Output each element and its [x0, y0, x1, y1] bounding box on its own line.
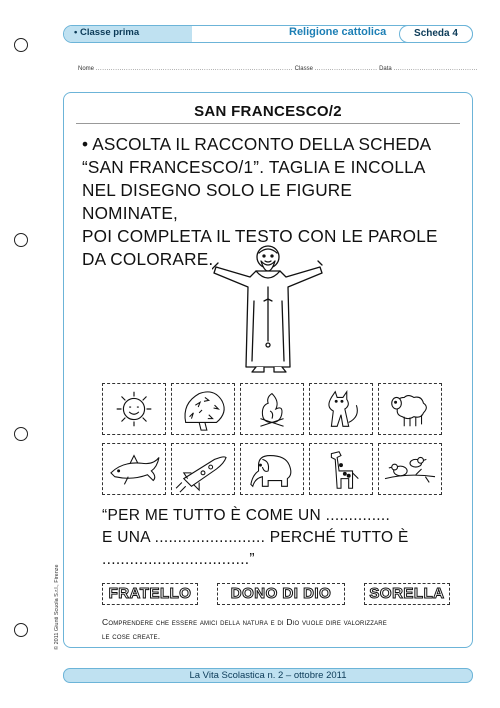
header-bar — [63, 25, 473, 43]
word-boxes — [102, 583, 452, 607]
objective-line: le cose create. — [102, 631, 161, 641]
objective-line: Comprendere che essere amici della natura e di Dio vuole dire valorizzare — [102, 617, 388, 627]
sheet-number: Scheda 4 — [399, 25, 473, 43]
copyright-text: © 2011 Giunti Scuola S.r.l., Firenze — [54, 564, 60, 650]
grid-cell[interactable] — [309, 443, 373, 495]
subject-label: Religione cattolica — [289, 26, 387, 38]
binder-hole — [14, 233, 28, 247]
instruction-line: NEL DISEGNO SOLO LE FIGURE NOMINATE, — [82, 180, 353, 223]
sheep-icon — [379, 384, 441, 434]
instruction-line: POI COMPLETA IL TESTO CON LE PAROLE — [82, 226, 438, 246]
worksheet-frame — [63, 92, 473, 648]
fire-icon — [241, 384, 303, 434]
copyright-sideline — [54, 520, 64, 650]
grid-cell[interactable] — [378, 443, 442, 495]
name-field[interactable]: ........................................................................................... — [95, 66, 293, 72]
class-label: • Classe prima — [74, 27, 140, 38]
grid-cell[interactable] — [240, 383, 304, 435]
picture-grid — [102, 383, 442, 495]
wolf-icon — [310, 384, 372, 434]
fill-in-phrase — [102, 505, 452, 571]
footer-bar: La Vita Scolastica n. 2 – ottobre 2011 — [63, 668, 473, 683]
binder-hole — [14, 38, 28, 52]
grid-cell[interactable] — [378, 383, 442, 435]
instruction-line: “SAN FRANCESCO/1”. TAGLIA E INCOLLA — [82, 157, 426, 177]
name-label: Nome — [78, 66, 95, 72]
word-box-sorella[interactable]: SORELLA — [364, 583, 450, 605]
date-field[interactable]: ....................................... — [393, 66, 478, 72]
sun-icon — [103, 384, 165, 434]
grid-cell[interactable] — [171, 443, 235, 495]
title-divider — [76, 123, 460, 124]
phrase-line: ................................” — [102, 551, 255, 568]
learning-objective — [102, 615, 452, 643]
word-box-fratello[interactable]: FRATELLO — [102, 583, 198, 605]
grid-cell[interactable] — [240, 443, 304, 495]
binder-hole — [14, 427, 28, 441]
grid-cell[interactable] — [102, 383, 166, 435]
birds-icon — [379, 444, 441, 494]
phrase-line: “PER ME TUTTO È COME UN .............. — [102, 507, 391, 524]
phrase-line: E UNA ........................ PERCHÉ TUTTO È — [102, 529, 409, 546]
instruction-line: • ASCOLTA IL RACCONTO DELLA SCHEDA — [82, 134, 432, 154]
tree-icon — [172, 384, 234, 434]
class-field-label: Classe — [294, 66, 313, 72]
class-field[interactable]: ............................. — [314, 66, 378, 72]
worksheet-title: SAN FRANCESCO/2 — [194, 103, 342, 120]
grid-cell[interactable] — [309, 383, 373, 435]
giraffe-icon — [310, 444, 372, 494]
grid-cell[interactable] — [102, 443, 166, 495]
grid-cell[interactable] — [171, 383, 235, 435]
binder-hole — [14, 623, 28, 637]
rocket-icon — [172, 444, 234, 494]
elephant-icon — [241, 444, 303, 494]
saint-francis-illustration — [212, 241, 324, 373]
instruction-line: DA COLORARE. — [82, 249, 214, 269]
student-fields — [78, 66, 478, 72]
word-box-dono-di-dio[interactable]: DONO DI DIO — [217, 583, 345, 605]
dolphin-icon — [103, 444, 165, 494]
date-label: Data — [379, 66, 392, 72]
